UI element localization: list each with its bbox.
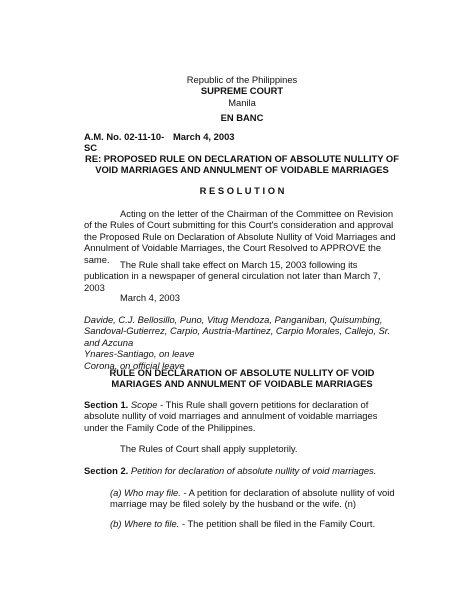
- justices-block: [84, 314, 400, 371]
- section-1: [84, 399, 400, 433]
- section-2-a-text: - A petition for declaration of absolute nullity of void marriage may be filed solely by the husband or the wife. (n): [110, 487, 395, 510]
- section-2-label: Section 2.: [84, 465, 129, 476]
- supreme-court-line: SUPREME COURT: [200, 85, 284, 97]
- section-2-b: [84, 518, 400, 529]
- docket-number: A.M. No. 02-11-10-SC: [84, 131, 165, 154]
- court-header: [84, 74, 400, 108]
- docket-line: [84, 131, 400, 154]
- rule-title: RULE ON DECLARATION OF ABSOLUTE NULLITY OF VOID MARIAGES AND ANNULMENT OF VOIDABLE MARRIAGES: [109, 367, 375, 390]
- justice-on-leave: Ynares-Santiago, on leave: [84, 348, 195, 360]
- section-1-heading: Scope: [130, 399, 158, 410]
- section-1-suppletory: The Rules of Court shall apply suppletorily.: [120, 443, 298, 454]
- resolution-paragraph-2: The Rule shall take effect on March 15, 2003 following its publication in a newspaper of general circulation not later than March 7, 2003: [84, 259, 381, 293]
- section-2-b-text: - The petition shall be filed in the Family Court.: [179, 518, 376, 529]
- re-title: RE: PROPOSED RULE ON DECLARATION OF ABSOLUTE NULLITY OF VOID MARRIAGES AND ANNULMENT OF VOIDABLE MARRIAGES: [85, 153, 399, 176]
- justices-names: Davide, C.J. Bellosillo, Puno, Vitug Mendoza, Panganiban, Quisumbing, Sandoval-Gutierrez, Carpio, Austria-Martinez, Carpio Morales, Callejo, Sr. and Azcuna: [84, 314, 391, 348]
- section-2-b-label: (b) Where to file.: [110, 518, 180, 529]
- section-2-heading: Petition for declaration of absolute nullity of void marriages.: [130, 465, 377, 476]
- republic-line: Republic of the Philippines: [186, 74, 298, 85]
- section-2-a-label: (a) Who may file.: [110, 487, 181, 498]
- city-line: Manila: [228, 96, 256, 108]
- docket-date: March 4, 2003: [173, 131, 235, 142]
- resolution-paragraph-1: Acting on the letter of the Chairman of the Committee on Revision of the Rules of Court submitting for this Court's consideration and approval the Proposed Rule on Declaration of Absolute Nullity of Void Marriages and Annulment of Voidable Marriages, the Court Resolved to APPROVE the same.: [84, 208, 396, 265]
- justice-official-leave: Corona, on official leave: [84, 359, 185, 371]
- section-2: [84, 465, 400, 476]
- en-banc-line: EN BANC: [220, 112, 264, 123]
- section-2-a: [84, 487, 400, 510]
- resolution-date: March 4, 2003: [120, 292, 180, 303]
- resolution-heading: R E S O L U T I O N: [199, 185, 285, 196]
- section-1-label: Section 1.: [84, 399, 129, 410]
- section-1-text: - This Rule shall govern petitions for declaration of absolute nullity of void marriages and annulment of voidable marriages under the Family Code of the Philippines.: [84, 399, 378, 433]
